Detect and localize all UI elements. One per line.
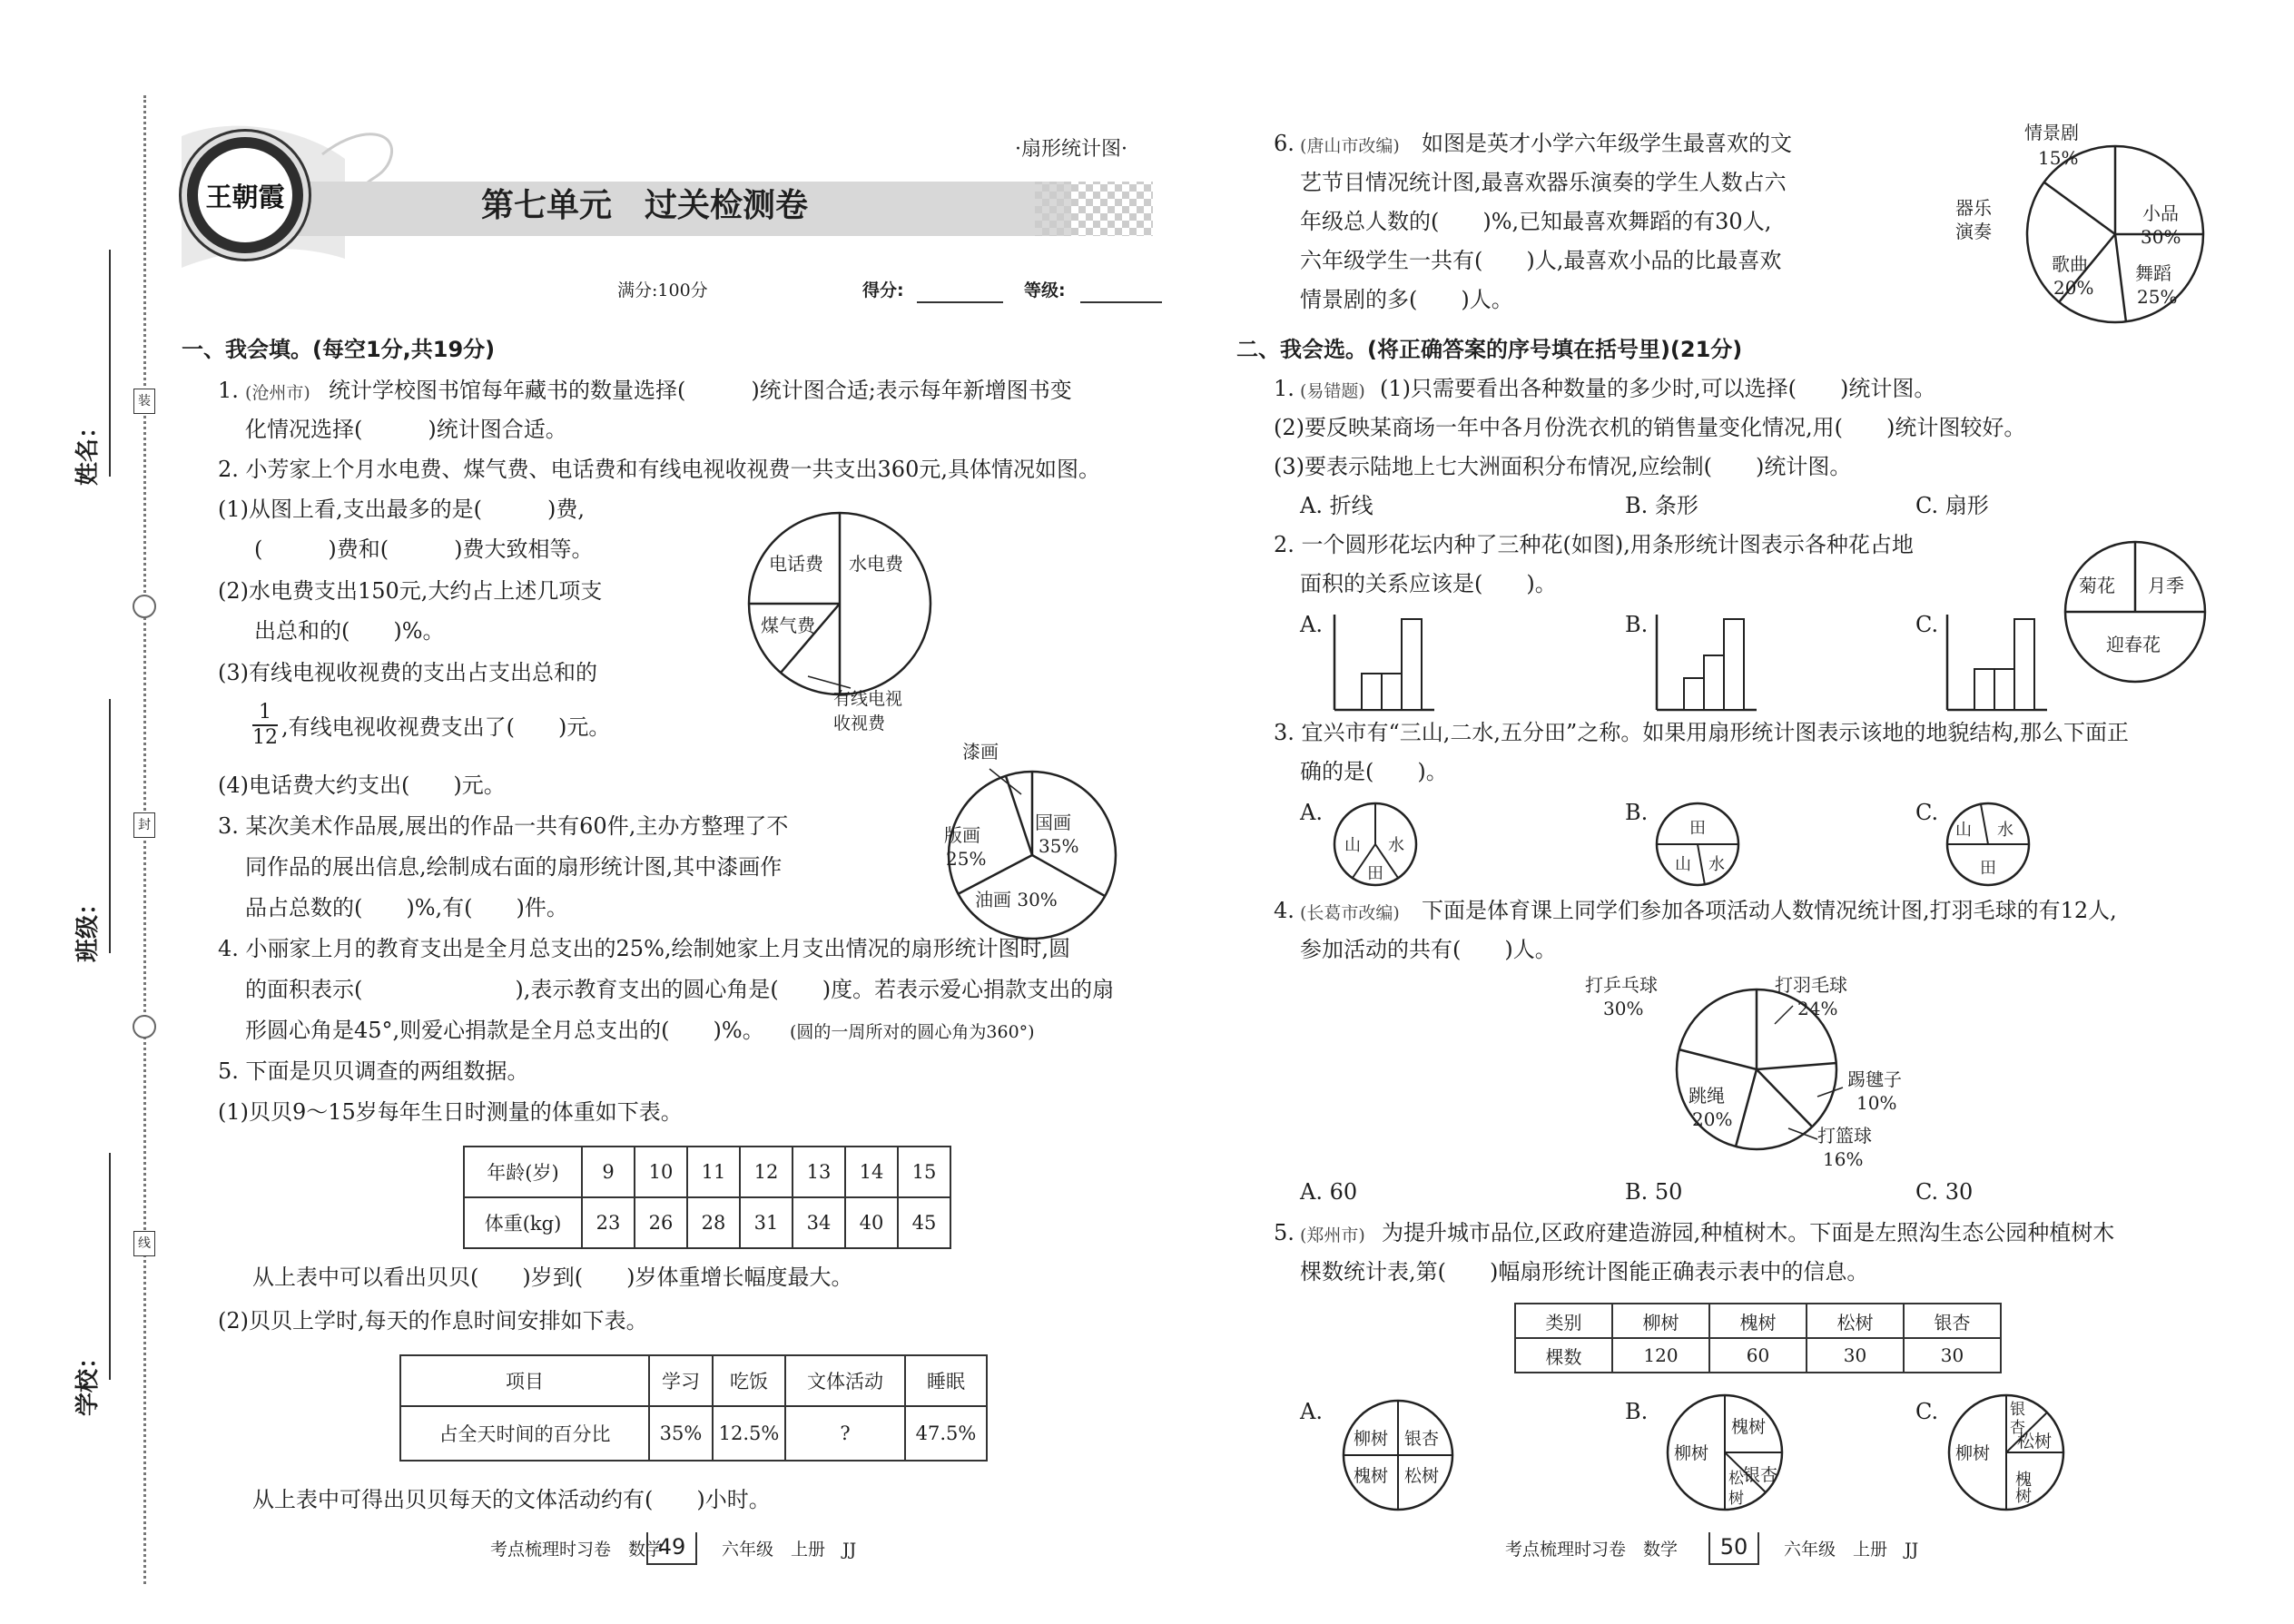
table-cell: 31	[740, 1197, 793, 1248]
section1-title: 一、我会填。(每空1分,共19分)	[182, 337, 496, 362]
s5a-label-yin: 银杏	[1404, 1429, 1440, 1449]
class-label: 班级：	[74, 891, 102, 962]
s5-pie-b	[1661, 1387, 1788, 1514]
table-cell: 槐树	[1709, 1304, 1807, 1338]
left-page-number: 49	[657, 1534, 686, 1560]
q3-label-oil: 油画 30%	[975, 889, 1058, 910]
s3-pie-b	[1652, 799, 1743, 890]
s4-label-badminton-pct: 24%	[1797, 998, 1838, 1019]
table-cell: 47.5%	[905, 1406, 987, 1461]
s2-label-yueji: 月季	[2148, 575, 2184, 596]
s2-option-b[interactable]: B.	[1625, 612, 1649, 637]
q4-line3a: 形圆心角是45°,则爱心捐款是全月总支出的( )%。	[245, 1018, 764, 1043]
table-cell: 占全天时间的百分比	[400, 1406, 649, 1461]
table-cell: 28	[687, 1197, 740, 1248]
s4-option-c[interactable]: C. 30	[1915, 1179, 1974, 1205]
q6-label-skit-pct: 30%	[2141, 226, 2181, 248]
q6-label-drama-pct: 15%	[2038, 147, 2079, 169]
fraction-denominator: 12	[252, 726, 278, 749]
binding-dotted-line	[143, 95, 146, 1584]
q3-line2: 同作品的展出信息,绘制成右面的扇形统计图,其中漆画作	[245, 854, 783, 880]
q3-line1: 3. 某次美术作品展,展出的作品一共有60件,主办方整理了不	[218, 813, 789, 839]
q4-line3b: (圆的一周所对的圆心角为360°)	[790, 1022, 1035, 1042]
table-cell: 类别	[1515, 1304, 1612, 1338]
q2-label-phone: 电话费	[769, 553, 823, 575]
seal-mark-2: 封	[133, 812, 155, 838]
s4-label-pingpong-pct: 30%	[1603, 998, 1644, 1019]
fraction-numerator: 1	[252, 701, 278, 726]
q2-stem: 2. 小芳家上个月水电费、煤气费、电话费和有线电视收视费一共支出360元,具体情况如图。	[218, 457, 1100, 482]
s1-option-c[interactable]: C. 扇形	[1915, 493, 1989, 518]
table-cell: 学习	[649, 1355, 713, 1406]
q4-line1: 4. 小丽家上月的教育支出是全月总支出的25%,绘制她家上月支出情况的扇形统计图时,圆	[218, 936, 1071, 961]
q2-fraction	[252, 701, 278, 750]
q6-line3: 年级总人数的( )%,已知最喜欢舞蹈的有30人,	[1300, 209, 1772, 234]
table-cell: 40	[845, 1197, 898, 1248]
s1-line2: (2)要反映某商场一年中各月份洗衣机的销售量变化情况,用( )统计图较好。	[1274, 415, 2026, 440]
table-cell: 15	[898, 1147, 950, 1197]
grade-label: 等级:	[1024, 281, 1066, 300]
q3-pie-chart	[926, 740, 1144, 949]
q1-source: (沧州市)	[245, 383, 310, 403]
s2-label-yingchun: 迎春花	[2106, 634, 2161, 655]
s4-line2: 参加活动的共有( )人。	[1300, 937, 1557, 962]
school-label: 学校：	[74, 1344, 102, 1416]
s5c-label-huai: 槐树	[2013, 1471, 2032, 1503]
left-page-number-box	[646, 1532, 697, 1565]
left-footer-grade: 六年级 上册 JJ	[722, 1540, 857, 1560]
s3c-label-tian: 田	[1980, 859, 1996, 878]
s5b-label-liu: 柳树	[1674, 1443, 1709, 1463]
binding-fill-line-3	[109, 1153, 111, 1380]
q5-after2: 从上表中可得出贝贝每天的文体活动约有( )小时。	[252, 1487, 771, 1512]
s5-option-c[interactable]: C.	[1915, 1399, 1939, 1424]
s4-option-a[interactable]: A. 60	[1300, 1179, 1358, 1205]
q4-line2: 的面积表示( ),表示教育支出的圆心角是( )度。若表示爱心捐款支出的扇	[245, 977, 1115, 1002]
tree-table	[1514, 1303, 2002, 1373]
s3-line2: 确的是( )。	[1300, 759, 1448, 784]
q6-label-instrument-1: 器乐	[1955, 197, 1992, 219]
s5c-label-song: 松树	[2017, 1432, 2053, 1452]
table-cell: 棵数	[1515, 1338, 1612, 1373]
q6-num: 6.	[1274, 131, 1295, 156]
s2-line1: 2. 一个圆形花坛内种了三种花(如图),用条形统计图表示各种花占地	[1274, 532, 1914, 557]
table-cell: 12	[740, 1147, 793, 1197]
q2-p1b: ( )费和( )费大致相等。	[254, 536, 594, 562]
q5-p2: (2)贝贝上学时,每天的作息时间安排如下表。	[218, 1308, 648, 1334]
q2-label-cable-1: 有线电视	[833, 689, 903, 709]
s3c-label-shan: 山	[1955, 821, 1972, 840]
s1-source: (易错题)	[1300, 381, 1365, 401]
s3-pie-c	[1943, 799, 2033, 890]
s5a-label-song: 松树	[1404, 1466, 1440, 1486]
s5-num: 5.	[1274, 1220, 1295, 1245]
q1-line2: 化情况选择( )统计图合适。	[245, 417, 567, 442]
table-cell: 13	[793, 1147, 845, 1197]
s4-label-shuttlecock: 踢毽子	[1847, 1068, 1902, 1090]
q2-p3a: (3)有线电视收视费的支出占支出总和的	[218, 660, 597, 685]
s2-bar-chart-a	[1330, 610, 1439, 714]
s5a-label-liu: 柳树	[1354, 1429, 1389, 1449]
right-page-number: 50	[1719, 1534, 1748, 1560]
table-cell: 银杏	[1904, 1304, 2001, 1338]
brand-logo	[182, 132, 309, 259]
q6-pie-chart	[1934, 116, 2233, 343]
right-page-number-box	[1708, 1532, 1759, 1565]
s2-line2: 面积的关系应该是( )。	[1300, 571, 1557, 596]
topic-label: ·扇形统计图·	[1015, 138, 1127, 161]
s3b-label-shui: 水	[1708, 855, 1725, 874]
s5c-label-yin-b: 杏	[2010, 1419, 2025, 1437]
schedule-table	[399, 1354, 988, 1462]
s3a-label-shan: 山	[1344, 836, 1361, 855]
q2-label-gas: 煤气费	[761, 615, 815, 636]
s1-num: 1.	[1274, 376, 1295, 401]
name-label: 姓名：	[74, 414, 102, 486]
s4-label-rope: 跳绳	[1689, 1085, 1725, 1107]
right-footer-grade: 六年级 上册 JJ	[1784, 1540, 1919, 1560]
s3-option-a[interactable]: A.	[1300, 800, 1323, 825]
s3b-label-tian: 田	[1689, 819, 1706, 838]
s5c-label-liu: 柳树	[1955, 1443, 1991, 1463]
binding-hole-icon	[133, 1015, 156, 1038]
q6-line2: 艺节目情况统计图,最喜欢器乐演奏的学生人数占六	[1300, 170, 1787, 195]
table-cell: 30	[1807, 1338, 1904, 1373]
table-cell: 睡眠	[905, 1355, 987, 1406]
table-cell: 吃饭	[713, 1355, 785, 1406]
q1-num: 1.	[218, 378, 239, 403]
section2-title: 二、我会选。(将正确答案的序号填在括号里)(21分)	[1236, 337, 1743, 362]
q2-label-cable-2: 收视费	[833, 714, 886, 733]
s4-label-badminton: 打羽毛球	[1775, 974, 1847, 996]
q6-label-drama: 情景剧	[2024, 122, 2079, 143]
q6-label-song-pct: 20%	[2053, 277, 2094, 299]
s2-label-juhua: 菊花	[2079, 575, 2115, 596]
q3-label-print: 版画	[944, 824, 980, 846]
right-footer-book: 考点梳理时习卷 数学	[1505, 1540, 1679, 1560]
q5-p1: (1)贝贝9～15岁每年生日时测量的体重如下表。	[218, 1099, 683, 1125]
s5b-label-huai: 槐树	[1731, 1417, 1767, 1437]
logo-name: 王朝霞	[205, 182, 285, 212]
q2-p2b: 出总和的( )%。	[254, 618, 445, 644]
q6-label-skit: 小品	[2142, 202, 2179, 224]
s3-pie-a	[1330, 799, 1421, 890]
unit-title: 第七单元 过关检测卷	[481, 187, 809, 224]
s2-flowerbed-pie	[2061, 537, 2210, 687]
s5-option-a[interactable]: A.	[1300, 1399, 1323, 1424]
s5-pie-c	[1943, 1387, 2070, 1514]
s5b-label-yin: 银杏	[1743, 1465, 1778, 1485]
table-cell: 120	[1612, 1338, 1709, 1373]
q2-p1a: (1)从图上看,支出最多的是( )费,	[218, 497, 585, 522]
left-footer-book: 考点梳理时习卷 数学	[490, 1540, 664, 1560]
table-cell: 14	[845, 1147, 898, 1197]
s3-line1: 3. 宜兴市有“三山,二水,五分田”之称。如果用扇形统计图表示该地的地貌结构,那么下面正	[1274, 720, 2129, 745]
s3-option-b[interactable]: B.	[1625, 800, 1649, 825]
table-cell: 26	[635, 1197, 687, 1248]
s2-bar-chart-c	[1943, 610, 2052, 714]
q6-label-song: 歌曲	[2052, 253, 2088, 275]
s1-option-b[interactable]: B. 条形	[1625, 493, 1698, 518]
q2-p4: (4)电话费大约支出( )元。	[218, 773, 506, 798]
table-row	[1515, 1304, 2001, 1338]
s4-label-pingpong: 打乒乓球	[1585, 974, 1658, 996]
s5-option-b[interactable]: B.	[1625, 1399, 1649, 1424]
table-cell: 12.5%	[713, 1406, 785, 1461]
q2-label-water: 水电费	[849, 553, 903, 575]
q3-label-lacquer: 漆画	[962, 741, 999, 763]
s3b-label-shan: 山	[1675, 855, 1691, 874]
table-row	[400, 1355, 987, 1406]
s2-option-a[interactable]: A.	[1300, 612, 1323, 637]
s5b-label-song-a: 松	[1728, 1470, 1744, 1488]
table-cell: ?	[785, 1406, 905, 1461]
s4-pie-chart	[1580, 969, 1943, 1169]
table-cell: 体重(kg)	[464, 1197, 582, 1248]
s4-line1: 下面是体育课上同学们参加各项活动人数情况统计图,打羽毛球的有12人,	[1422, 898, 2117, 923]
binding-hole-icon	[133, 595, 156, 618]
s4-label-basketball-pct: 16%	[1823, 1148, 1864, 1169]
table-cell: 松树	[1807, 1304, 1904, 1338]
s1-line3: (3)要表示陆地上七大洲面积分布情况,应绘制( )统计图。	[1274, 454, 1852, 479]
q6-line4: 六年级学生一共有( )人,最喜欢小品的比最喜欢	[1300, 248, 1782, 273]
q3-line3: 品占总数的( )%,有( )件。	[245, 895, 568, 920]
table-cell: 23	[582, 1197, 635, 1248]
table-cell: 9	[582, 1147, 635, 1197]
table-cell: 45	[898, 1197, 950, 1248]
q5-stem: 5. 下面是贝贝调查的两组数据。	[218, 1058, 529, 1084]
s4-option-b[interactable]: B. 50	[1625, 1179, 1683, 1205]
s4-label-rope-pct: 20%	[1692, 1108, 1733, 1130]
q6-line1: 如图是英才小学六年级学生最喜欢的文	[1422, 131, 1792, 156]
s4-label-basketball: 打篮球	[1817, 1125, 1872, 1147]
s5c-label-yin-a: 银	[2010, 1401, 2025, 1419]
s2-bar-chart-b	[1652, 610, 1761, 714]
table-cell: 34	[793, 1197, 845, 1248]
seal-mark-1: 装	[133, 389, 155, 414]
full-marks: 满分:100分	[617, 281, 708, 300]
q6-source: (唐山市改编)	[1300, 136, 1400, 156]
table-cell: 文体活动	[785, 1355, 905, 1406]
table-cell: 10	[635, 1147, 687, 1197]
seal-mark-3: 线	[133, 1231, 155, 1256]
s3a-label-tian: 田	[1367, 864, 1383, 883]
q6-label-dance-pct: 25%	[2137, 286, 2178, 308]
q3-label-print-pct: 25%	[946, 848, 987, 870]
s1-line1: (1)只需要看出各种数量的多少时,可以选择( )统计图。	[1380, 376, 1936, 401]
q2-p3b: ,有线电视收视费支出了( )元。	[281, 714, 611, 740]
s5b-label-song-b: 树	[1728, 1490, 1744, 1508]
table-cell: 11	[687, 1147, 740, 1197]
table-row	[1515, 1338, 2001, 1373]
binding-fill-line-1	[109, 250, 111, 477]
q6-label-dance: 舞蹈	[2135, 262, 2171, 284]
s4-num: 4.	[1274, 898, 1295, 923]
grade-blank[interactable]	[1080, 301, 1162, 303]
q2-p2a: (2)水电费支出150元,大约占上述几项支	[218, 578, 603, 604]
s5-line1: 为提升城市品位,区政府建造游园,种植树木。下面是左照沟生态公园种植树木	[1382, 1220, 2115, 1245]
weight-table	[463, 1146, 951, 1249]
s1-option-a[interactable]: A. 折线	[1300, 493, 1373, 518]
table-cell: 60	[1709, 1338, 1807, 1373]
s3c-label-shui: 水	[1997, 821, 2013, 840]
q3-label-guohua-pct: 35%	[1039, 835, 1079, 857]
s4-source: (长葛市改编)	[1300, 903, 1400, 923]
table-row	[400, 1406, 987, 1461]
s3a-label-shui: 水	[1388, 836, 1404, 855]
table-cell: 30	[1904, 1338, 2001, 1373]
q6-label-instrument-2: 演奏	[1955, 221, 1992, 242]
table-row	[464, 1147, 950, 1197]
s5-source: (郑州市)	[1300, 1225, 1365, 1245]
binding-fill-line-2	[109, 699, 111, 953]
table-cell: 柳树	[1612, 1304, 1709, 1338]
q6-line5: 情景剧的多( )人。	[1300, 287, 1513, 312]
q1-line1: 统计学校图书馆每年藏书的数量选择( )统计图合适;表示每年新增图书变	[329, 378, 1072, 403]
s3-option-c[interactable]: C.	[1915, 800, 1939, 825]
q5-after1: 从上表中可以看出贝贝( )岁到( )岁体重增长幅度最大。	[252, 1265, 853, 1290]
q3-label-guohua: 国画	[1035, 812, 1071, 833]
table-row	[464, 1197, 950, 1248]
s2-option-c[interactable]: C.	[1915, 612, 1939, 637]
table-cell: 35%	[649, 1406, 713, 1461]
s5-pie-a	[1339, 1396, 1457, 1514]
score-blank[interactable]	[917, 301, 1003, 303]
score-label: 得分:	[862, 281, 904, 300]
s4-label-shuttlecock-pct: 10%	[1856, 1092, 1897, 1114]
s5-line2: 棵数统计表,第( )幅扇形统计图能正确表示表中的信息。	[1300, 1259, 1869, 1284]
table-cell: 年龄(岁)	[464, 1147, 582, 1197]
s5a-label-huai: 槐树	[1354, 1466, 1389, 1486]
table-cell: 项目	[400, 1355, 649, 1406]
